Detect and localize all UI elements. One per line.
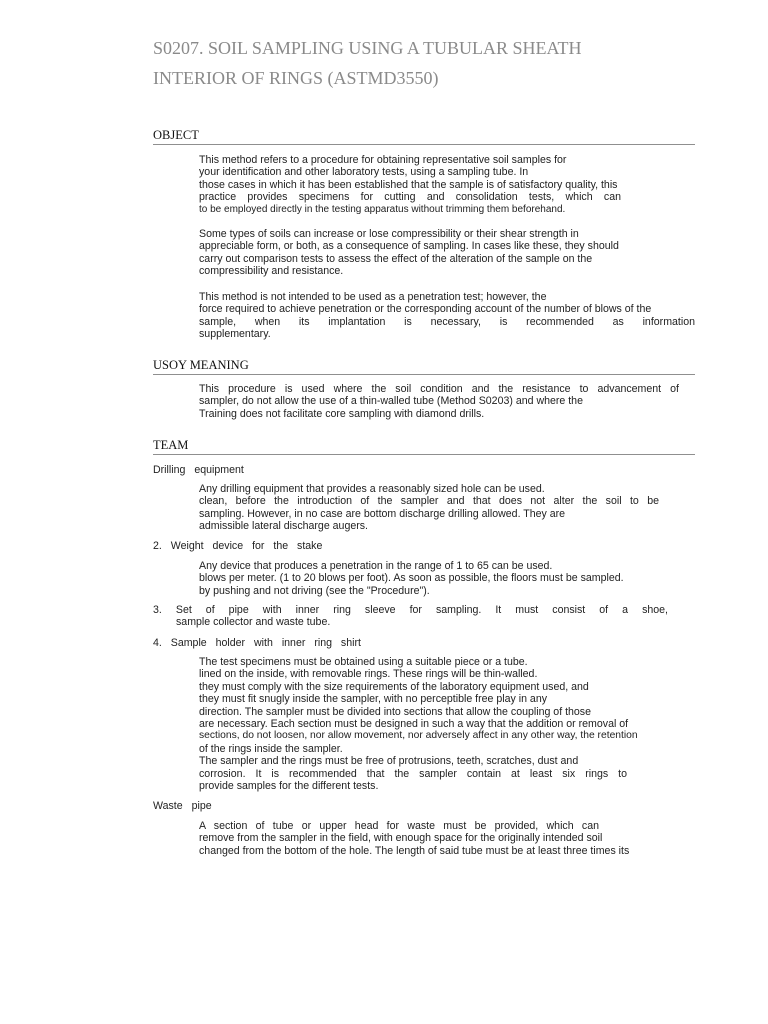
text-line: compressibility and resistance. (199, 265, 344, 278)
text-line: 3. Set of pipe with inner ring sleeve for sampling. It must consist of a shoe, (153, 604, 668, 616)
text-line: Any device that produces a penetration in the range of 1 to 65 can be used. (199, 560, 553, 572)
text-line: lined on the inside, with removable rings. These rings will be thin-walled. (199, 668, 538, 681)
team-item-5-label: Waste pipe (153, 800, 212, 812)
text-line: your identification and other laboratory tests, using a sampling tube. In (199, 166, 529, 179)
team-item-5-text (199, 820, 695, 857)
team-item-4-text (199, 656, 695, 792)
object-paragraph-3 (199, 291, 695, 341)
text-line: The test specimens must be obtained using a suitable piece or a tube. (199, 656, 528, 668)
text-line: of the rings inside the sampler. (199, 742, 343, 755)
text-line: A section of tube or upper head for waste must be provided, which can (199, 820, 599, 832)
team-item-4-label: 4. Sample holder with inner ring shirt (153, 637, 361, 649)
text-line: practice provides specimens for cutting and consolidation tests, which can (199, 191, 621, 204)
text-line: Some types of soils can increase or lose compressibility or their shear strength in (199, 228, 579, 240)
section-heading-object: OBJECT (153, 127, 695, 145)
text-line: they must comply with the size requirements of the laboratory equipment used, and (199, 680, 589, 693)
text-line: remove from the sampler in the field, with enough space for the originally intended soil (199, 832, 603, 845)
text-line: changed from the bottom of the hole. The length of said tube must be at least three times its (199, 844, 630, 857)
text-line: those cases in which it has been established that the sample is of satisfactory quality, this (199, 178, 618, 191)
team-item-3 (153, 604, 668, 629)
team-item-2-label: 2. Weight device for the stake (153, 540, 323, 552)
text-line: admissible lateral discharge augers. (199, 520, 368, 533)
text-line: This method refers to a procedure for obtaining representative soil samples for (199, 154, 567, 166)
text-line: sample collector and waste tube. (176, 616, 331, 629)
text-line: blows per meter. (1 to 20 blows per foot). As soon as possible, the floors must be sampled. (199, 572, 624, 585)
text-line: appreciable form, or both, as a consequence of sampling. In cases like these, they should (199, 240, 619, 253)
text-line: sections, do not loosen, nor allow movement, nor adversely affect in any other way, the retention (199, 730, 638, 742)
team-item-2-text (199, 560, 695, 597)
text-line: This method is not intended to be used as a penetration test; however, the (199, 291, 547, 303)
text-line: Training does not facilitate core sampling with diamond drills. (199, 407, 485, 420)
team-item-1-label: Drilling equipment (153, 464, 244, 476)
text-line: This procedure is used where the soil condition and the resistance to advancement of (199, 383, 679, 395)
text-line: sampler, do not allow the use of a thin-walled tube (Method S0203) and where the (199, 395, 583, 408)
text-line: force required to achieve penetration or the corresponding account of the number of blows of the (199, 303, 652, 316)
text-line: sampling. However, in no case are bottom discharge drilling allowed. They are (199, 507, 566, 520)
object-paragraph-2 (199, 228, 695, 278)
text-line: provide samples for the different tests. (199, 780, 379, 793)
text-line: Any drilling equipment that provides a reasonably sized hole can be used. (199, 483, 545, 495)
text-line: corrosion. It is recommended that the sampler contain at least six rings to (199, 767, 627, 780)
document-title (153, 33, 713, 93)
text-line: clean, before the introduction of the sampler and that does not alter the soil to be (199, 495, 659, 508)
text-line: supplementary. (199, 328, 271, 341)
section-heading-meaning: USOY MEANING (153, 357, 695, 375)
object-paragraph-1 (199, 154, 695, 216)
section-heading-team: TEAM (153, 437, 695, 455)
team-item-1-text (199, 483, 695, 533)
text-line: they must fit snugly inside the sampler, with no perceptible free play in any (199, 693, 548, 706)
text-line: by pushing and not driving (see the "Procedure"). (199, 584, 430, 597)
text-line: to be employed directly in the testing apparatus without trimming them beforehand. (199, 203, 566, 215)
meaning-paragraph (199, 383, 695, 420)
text-line: sample, when its implantation is necessary, is recommended as information (199, 315, 695, 328)
title-line-2: INTERIOR OF RINGS (ASTMD3550) (153, 68, 439, 88)
text-line: The sampler and the rings must be free of protrusions, teeth, scratches, dust and (199, 755, 579, 768)
text-line: are necessary. Each section must be designed in such a way that the addition or removal of (199, 718, 629, 731)
text-line: carry out comparison tests to assess the effect of the alteration of the sample on the (199, 252, 593, 265)
title-line-1: S0207. SOIL SAMPLING USING A TUBULAR SHEATH (153, 38, 582, 58)
text-line: direction. The sampler must be divided into sections that allow the coupling of those (199, 705, 591, 718)
